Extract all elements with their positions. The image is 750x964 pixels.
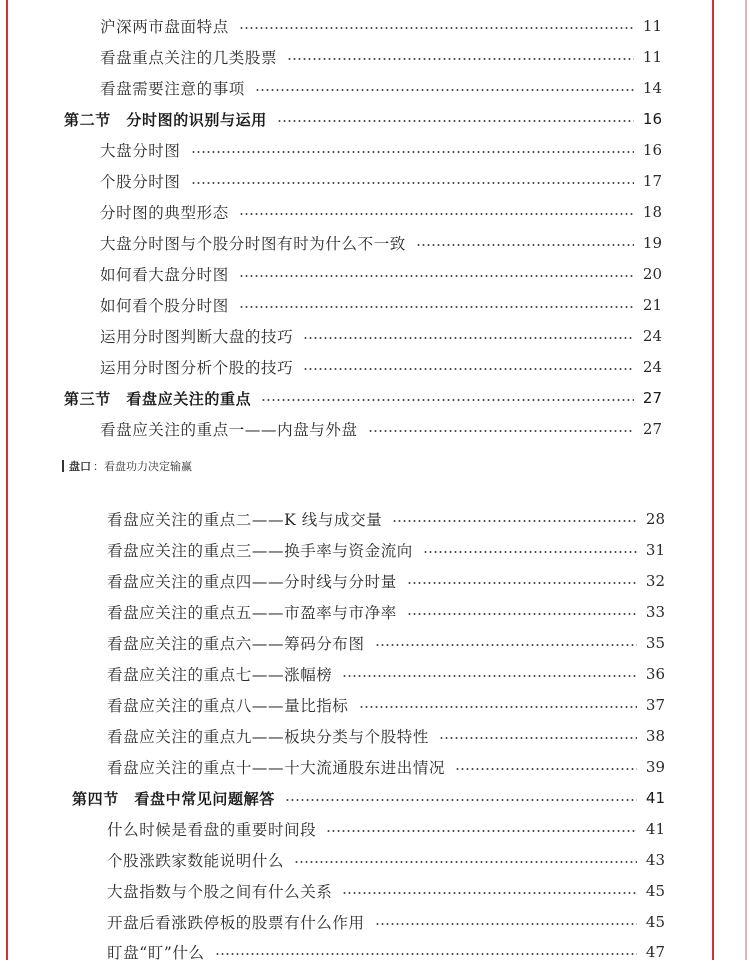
toc-entry-title: 看盘应关注的重点七——涨幅榜: [107, 666, 333, 684]
toc-entry[interactable]: [100, 169, 662, 193]
toc-section-title: 第四节 看盘中常见问题解答: [72, 789, 275, 808]
dot-leader: [326, 830, 637, 832]
toc-entry-page: 43: [645, 851, 665, 869]
toc-entry[interactable]: [107, 693, 665, 717]
dot-leader: [368, 430, 634, 432]
toc-section[interactable]: [64, 107, 662, 131]
dot-leader: [191, 182, 634, 184]
toc-entry-title: 盯盘“盯”什么: [107, 944, 205, 962]
toc-entry-title: 运用分时图分析个股的技巧: [100, 359, 294, 377]
toc-section-title: 第三节 看盘应关注的重点: [64, 389, 252, 408]
toc-entry[interactable]: [107, 879, 665, 903]
red-frame-left: [6, 0, 8, 960]
dot-leader: [392, 520, 637, 522]
dot-leader: [239, 213, 634, 215]
toc-entry-page: 32: [645, 572, 665, 590]
toc-entry-title: 看盘应关注的重点九——板块分类与个股特性: [107, 728, 430, 746]
toc-entry[interactable]: [100, 262, 662, 286]
toc-entry[interactable]: [100, 200, 662, 224]
toc-entry-page: 16: [642, 141, 662, 159]
toc-entry-title: 分时图的典型形态: [100, 204, 229, 222]
toc-section-page: 41: [645, 789, 665, 807]
toc-entry-title: 看盘应关注的重点十——十大流通股东进出情况: [107, 759, 446, 777]
running-head-subtitle: ：看盘功力决定输赢: [93, 460, 192, 473]
toc-entry[interactable]: [100, 138, 662, 162]
toc-entry-page: 14: [642, 79, 662, 97]
red-frame-right: [712, 0, 714, 960]
toc-entry-page: 45: [645, 882, 665, 900]
toc-section-title: 第二节 分时图的识别与运用: [64, 110, 267, 129]
toc-entry[interactable]: [100, 293, 662, 317]
toc-entry[interactable]: [107, 507, 665, 531]
toc-entry-page: 18: [642, 203, 662, 221]
dot-leader: [287, 58, 634, 60]
dot-leader: [261, 399, 634, 401]
toc-entry[interactable]: [100, 14, 662, 38]
toc-entry[interactable]: [107, 600, 665, 624]
dot-leader: [285, 799, 637, 801]
toc-entry-page: 11: [642, 17, 662, 35]
toc-entry-page: 37: [645, 696, 665, 714]
toc-entry[interactable]: [107, 662, 665, 686]
dot-leader: [375, 923, 637, 925]
toc-section-page: 27: [642, 389, 662, 407]
toc-entry-page: 28: [645, 510, 665, 528]
dot-leader: [303, 368, 634, 370]
toc-entry[interactable]: [107, 817, 665, 841]
dot-leader: [255, 89, 634, 91]
toc-entry-page: 21: [642, 296, 662, 314]
toc-entry-title: 运用分时图判断大盘的技巧: [100, 328, 294, 346]
toc-entry[interactable]: [107, 910, 665, 934]
toc-entry[interactable]: [107, 848, 665, 872]
toc-entry-title: 看盘应关注的重点二——K 线与成交量: [107, 511, 383, 529]
toc-entry-title: 如何看个股分时图: [100, 297, 229, 315]
running-head-label: 盘口: [69, 460, 91, 473]
toc-entry[interactable]: [107, 631, 665, 655]
toc-entry-title: 看盘应关注的重点六——筹码分布图: [107, 635, 365, 653]
toc-entry-title: 看盘应关注的重点五——市盈率与市净率: [107, 604, 397, 622]
toc-entry-page: 11: [642, 48, 662, 66]
toc-section-page: 16: [642, 110, 662, 128]
toc-entry-title: 沪深两市盘面特点: [100, 18, 229, 36]
toc-entry-title: 看盘重点关注的几类股票: [100, 49, 278, 67]
dot-leader: [439, 737, 637, 739]
dot-leader: [215, 953, 637, 955]
running-head-bar: [62, 460, 64, 472]
toc-entry-title: 大盘分时图: [100, 142, 181, 160]
dot-leader: [455, 768, 637, 770]
dot-leader: [423, 551, 637, 553]
dot-leader: [416, 244, 634, 246]
dot-leader: [407, 613, 637, 615]
toc-entry[interactable]: [100, 417, 662, 441]
toc-entry-page: 20: [642, 265, 662, 283]
toc-entry[interactable]: [107, 724, 665, 748]
toc-entry-title: 看盘应关注的重点一——内盘与外盘: [100, 421, 358, 439]
dot-leader: [239, 306, 634, 308]
cut-off-entry: [100, 0, 662, 6]
dot-leader: [277, 120, 634, 122]
toc-entry[interactable]: [107, 569, 665, 593]
toc-section[interactable]: [64, 386, 662, 410]
toc-entry[interactable]: [107, 940, 665, 964]
toc-entry[interactable]: [100, 355, 662, 379]
dot-leader: [191, 151, 634, 153]
toc-entry[interactable]: [100, 76, 662, 100]
dot-leader: [239, 275, 634, 277]
toc-entry-page: 19: [642, 234, 662, 252]
toc-entry[interactable]: [100, 231, 662, 255]
toc-entry-page: 31: [645, 541, 665, 559]
dot-leader: [239, 27, 634, 29]
toc-entry-title: 大盘指数与个股之间有什么关系: [107, 883, 333, 901]
toc-entry-page: 27: [642, 420, 662, 438]
toc-entry-page: 35: [645, 634, 665, 652]
dot-leader: [303, 337, 634, 339]
dot-leader: [375, 644, 637, 646]
toc-entry[interactable]: [107, 538, 665, 562]
dot-leader: [407, 582, 637, 584]
toc-entry-title: 看盘应关注的重点四——分时线与分时量: [107, 573, 397, 591]
toc-entry-title: 如何看大盘分时图: [100, 266, 229, 284]
running-head: [62, 458, 192, 474]
toc-entry[interactable]: [107, 755, 665, 779]
dot-leader: [359, 706, 637, 708]
toc-entry-page: 45: [645, 913, 665, 931]
frame-right-outer: [745, 0, 747, 960]
toc-entry-title: 看盘应关注的重点八——量比指标: [107, 697, 349, 715]
toc-entry-title: 个股分时图: [100, 173, 181, 191]
toc-entry-title: 看盘应关注的重点三——换手率与资金流向: [107, 542, 413, 560]
toc-entry-page: 39: [645, 758, 665, 776]
toc-section[interactable]: [72, 786, 665, 810]
toc-entry-title: 大盘分时图与个股分时图有时为什么不一致: [100, 235, 406, 253]
toc-entry-page: 47: [645, 943, 665, 961]
toc-entry-title: 什么时候是看盘的重要时间段: [107, 821, 317, 839]
toc-entry[interactable]: [100, 324, 662, 348]
toc-entry-page: 38: [645, 727, 665, 745]
toc-entry-page: 36: [645, 665, 665, 683]
toc-entry-title: 个股涨跌家数能说明什么: [107, 852, 285, 870]
toc-entry-title: 开盘后看涨跌停板的股票有什么作用: [107, 914, 365, 932]
dot-leader: [342, 675, 637, 677]
toc-entry-page: 24: [642, 327, 662, 345]
toc-entry-page: 41: [645, 820, 665, 838]
toc-entry-page: 33: [645, 603, 665, 621]
toc-entry-page: 17: [642, 172, 662, 190]
dot-leader: [342, 892, 637, 894]
dot-leader: [294, 861, 637, 863]
toc-entry[interactable]: [100, 45, 662, 69]
toc-entry-page: 24: [642, 358, 662, 376]
toc-entry-title: 看盘需要注意的事项: [100, 80, 245, 98]
